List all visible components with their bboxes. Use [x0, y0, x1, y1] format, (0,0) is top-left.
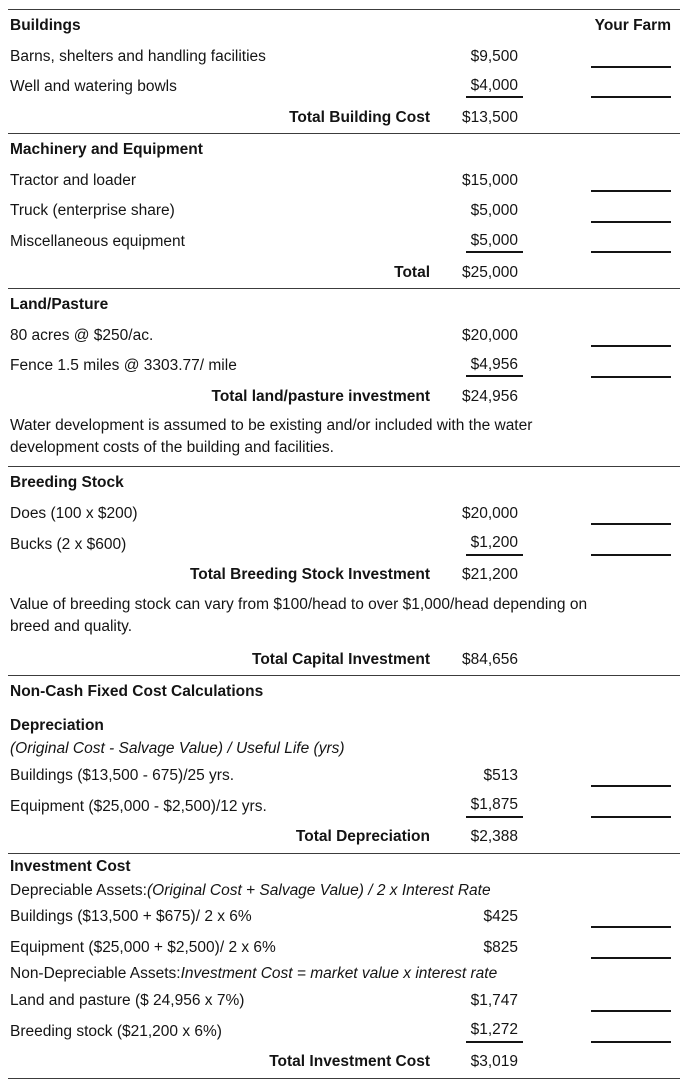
- subsection-heading-label: Depreciation: [10, 716, 104, 734]
- section-heading: Non-Cash Fixed Cost Calculations: [10, 683, 264, 701]
- item-value: [432, 1020, 528, 1042]
- section-heading-row: [8, 854, 680, 880]
- total-label: Total Capital Investment: [252, 651, 430, 669]
- item-label: Does (100 x $200): [10, 504, 138, 522]
- item-value: $513: [483, 766, 518, 784]
- section-heading: Buildings: [10, 16, 81, 34]
- note-line: Value of breeding stock can vary from $100/head to over $1,000/head depending on: [10, 595, 588, 613]
- table-row: [8, 498, 680, 529]
- your-farm-cell: [528, 196, 680, 227]
- total-row: [8, 560, 680, 591]
- item-value: $1,747: [470, 991, 518, 1009]
- bottom-rule: [8, 1078, 680, 1079]
- total-label: Total Investment Cost: [269, 1053, 430, 1071]
- item-label: Equipment ($25,000 - $2,500)/12 yrs.: [10, 797, 267, 815]
- section-heading-row: [8, 289, 680, 320]
- section-land-pasture: [8, 288, 680, 466]
- item-value: $20,000: [461, 326, 518, 344]
- total-label: Total: [394, 264, 430, 282]
- your-farm-cell: [528, 351, 680, 382]
- your-farm-cell: [528, 72, 680, 103]
- your-farm-cell: [528, 320, 680, 351]
- formula-text: Investment Cost = market value x interest rate: [180, 965, 498, 983]
- item-value: $5,000: [470, 202, 518, 220]
- item-label: Miscellaneous equipment: [10, 233, 185, 251]
- section-heading-row: [8, 10, 680, 41]
- item-value: [432, 795, 528, 817]
- your-farm-column-header: Your Farm: [594, 16, 671, 34]
- your-farm-cell: [528, 902, 680, 933]
- your-farm-cell: [528, 1016, 680, 1047]
- total-value: $24,956: [461, 388, 518, 406]
- formula-prefix: Non-Depreciable Assets:: [10, 965, 181, 983]
- table-row: [8, 320, 680, 351]
- item-value: $9,500: [470, 47, 518, 65]
- your-farm-input-line[interactable]: [591, 96, 671, 98]
- total-label: Total land/pasture investment: [211, 388, 430, 406]
- item-label: Tractor and loader: [10, 171, 137, 189]
- section-machinery-and-equipment: [8, 133, 680, 288]
- total-row: [8, 257, 680, 288]
- total-value: $84,656: [461, 651, 518, 669]
- table-row: [8, 196, 680, 227]
- section-heading: Investment Cost: [10, 857, 131, 875]
- section-heading-row: [8, 134, 680, 165]
- total-value: $13,500: [461, 109, 518, 127]
- note-line: breed and quality.: [10, 617, 133, 635]
- item-label: Buildings ($13,500 - 675)/25 yrs.: [10, 766, 235, 784]
- item-value: [432, 355, 528, 377]
- total-value: $25,000: [461, 264, 518, 282]
- formula-text: (Original Cost - Salvage Value) / Useful Life (yrs): [10, 740, 345, 758]
- table-row: [8, 902, 680, 933]
- table-row: [8, 760, 680, 791]
- total-value: $3,019: [470, 1053, 518, 1071]
- total-label: Total Depreciation: [295, 828, 430, 846]
- table-row: [8, 227, 680, 258]
- section-non-cash-fixed-cost-calculations: [8, 675, 680, 852]
- section-breeding-stock: [8, 466, 680, 675]
- item-value: [432, 231, 528, 253]
- your-farm-cell: [528, 165, 680, 196]
- item-value: $15,000: [461, 171, 518, 189]
- your-farm-input-line[interactable]: [591, 926, 671, 928]
- item-value: $20,000: [461, 504, 518, 522]
- section-heading: Machinery and Equipment: [10, 140, 203, 158]
- your-farm-cell: [528, 227, 680, 258]
- section-heading: Breeding Stock: [10, 474, 124, 492]
- your-farm-input-line[interactable]: [591, 376, 671, 378]
- your-farm-input-line[interactable]: [591, 345, 671, 347]
- formula-row: [8, 963, 680, 985]
- your-farm-input-line[interactable]: [591, 251, 671, 253]
- note-text: [8, 591, 680, 645]
- table-row: [8, 985, 680, 1016]
- total-row: [8, 1047, 680, 1078]
- section-investment-cost: [8, 853, 680, 1078]
- table-row: [8, 529, 680, 560]
- item-label: Equipment ($25,000 + $2,500)/ 2 x 6%: [10, 939, 276, 957]
- subsection-heading: [8, 713, 680, 738]
- your-farm-input-line[interactable]: [591, 957, 671, 959]
- your-farm-input-line[interactable]: [591, 66, 671, 68]
- section-heading-row: [8, 467, 680, 498]
- table-row: [8, 72, 680, 103]
- item-label: Well and watering bowls: [10, 78, 177, 96]
- your-farm-input-line[interactable]: [591, 816, 671, 818]
- your-farm-input-line[interactable]: [591, 221, 671, 223]
- table-row: [8, 351, 680, 382]
- formula-text: (Original Cost + Salvage Value) / 2 x Interest Rate: [147, 881, 491, 899]
- total-label: Total Building Cost: [289, 109, 430, 127]
- section-buildings: [8, 9, 680, 133]
- item-value-sum-underline: $5,000: [466, 231, 523, 253]
- your-farm-cell: [528, 760, 680, 791]
- your-farm-cell: [528, 985, 680, 1016]
- total-row: [8, 382, 680, 413]
- section-heading-row: [8, 676, 680, 707]
- your-farm-cell: [528, 932, 680, 963]
- item-value: [432, 76, 528, 98]
- formula-row: [8, 738, 680, 760]
- note-line: development costs of the building and facilities.: [10, 439, 334, 457]
- your-farm-cell: [528, 529, 680, 560]
- item-label: Truck (enterprise share): [10, 202, 175, 220]
- table-row: [8, 932, 680, 963]
- total-value: $21,200: [461, 566, 518, 584]
- note-line: Water development is assumed to be existing and/or included with the water: [10, 417, 533, 435]
- item-value-sum-underline: $4,000: [466, 76, 523, 98]
- item-label: Buildings ($13,500 + $675)/ 2 x 6%: [10, 908, 252, 926]
- table-row: [8, 1016, 680, 1047]
- total-label: Total Breeding Stock Investment: [189, 566, 430, 584]
- note-text: [8, 412, 680, 466]
- your-farm-input-line[interactable]: [591, 1041, 671, 1043]
- item-value-sum-underline: $4,956: [466, 355, 523, 377]
- item-label: Breeding stock ($21,200 x 6%): [10, 1022, 222, 1040]
- total-value: $2,388: [470, 828, 518, 846]
- total-row: [8, 645, 680, 676]
- item-label: 80 acres @ $250/ac.: [10, 326, 154, 344]
- your-farm-cell: [528, 791, 680, 822]
- item-value: [432, 533, 528, 555]
- item-value-sum-underline: $1,272: [466, 1020, 523, 1042]
- item-value: $425: [483, 908, 518, 926]
- your-farm-input-line[interactable]: [591, 785, 671, 787]
- your-farm-input-line[interactable]: [591, 190, 671, 192]
- table-row: [8, 791, 680, 822]
- section-heading: Land/Pasture: [10, 295, 109, 313]
- table-row: [8, 41, 680, 72]
- item-label: Bucks (2 x $600): [10, 535, 127, 553]
- item-label: Fence 1.5 miles @ 3303.77/ mile: [10, 357, 237, 375]
- your-farm-input-line[interactable]: [591, 523, 671, 525]
- item-value-sum-underline: $1,200: [466, 533, 523, 555]
- formula-prefix: Depreciable Assets:: [10, 881, 147, 899]
- total-row: [8, 102, 680, 133]
- your-farm-input-line[interactable]: [591, 1010, 671, 1012]
- formula-row: [8, 880, 680, 902]
- your-farm-cell: [528, 498, 680, 529]
- your-farm-input-line[interactable]: [591, 554, 671, 556]
- item-label: Land and pasture ($ 24,956 x 7%): [10, 991, 245, 1009]
- table-row: [8, 165, 680, 196]
- item-value: $825: [483, 939, 518, 957]
- worksheet-sections: [8, 9, 680, 1078]
- total-row: [8, 822, 680, 853]
- item-label: Barns, shelters and handling facilities: [10, 47, 266, 65]
- item-value-sum-underline: $1,875: [466, 795, 523, 817]
- your-farm-cell: [528, 41, 680, 72]
